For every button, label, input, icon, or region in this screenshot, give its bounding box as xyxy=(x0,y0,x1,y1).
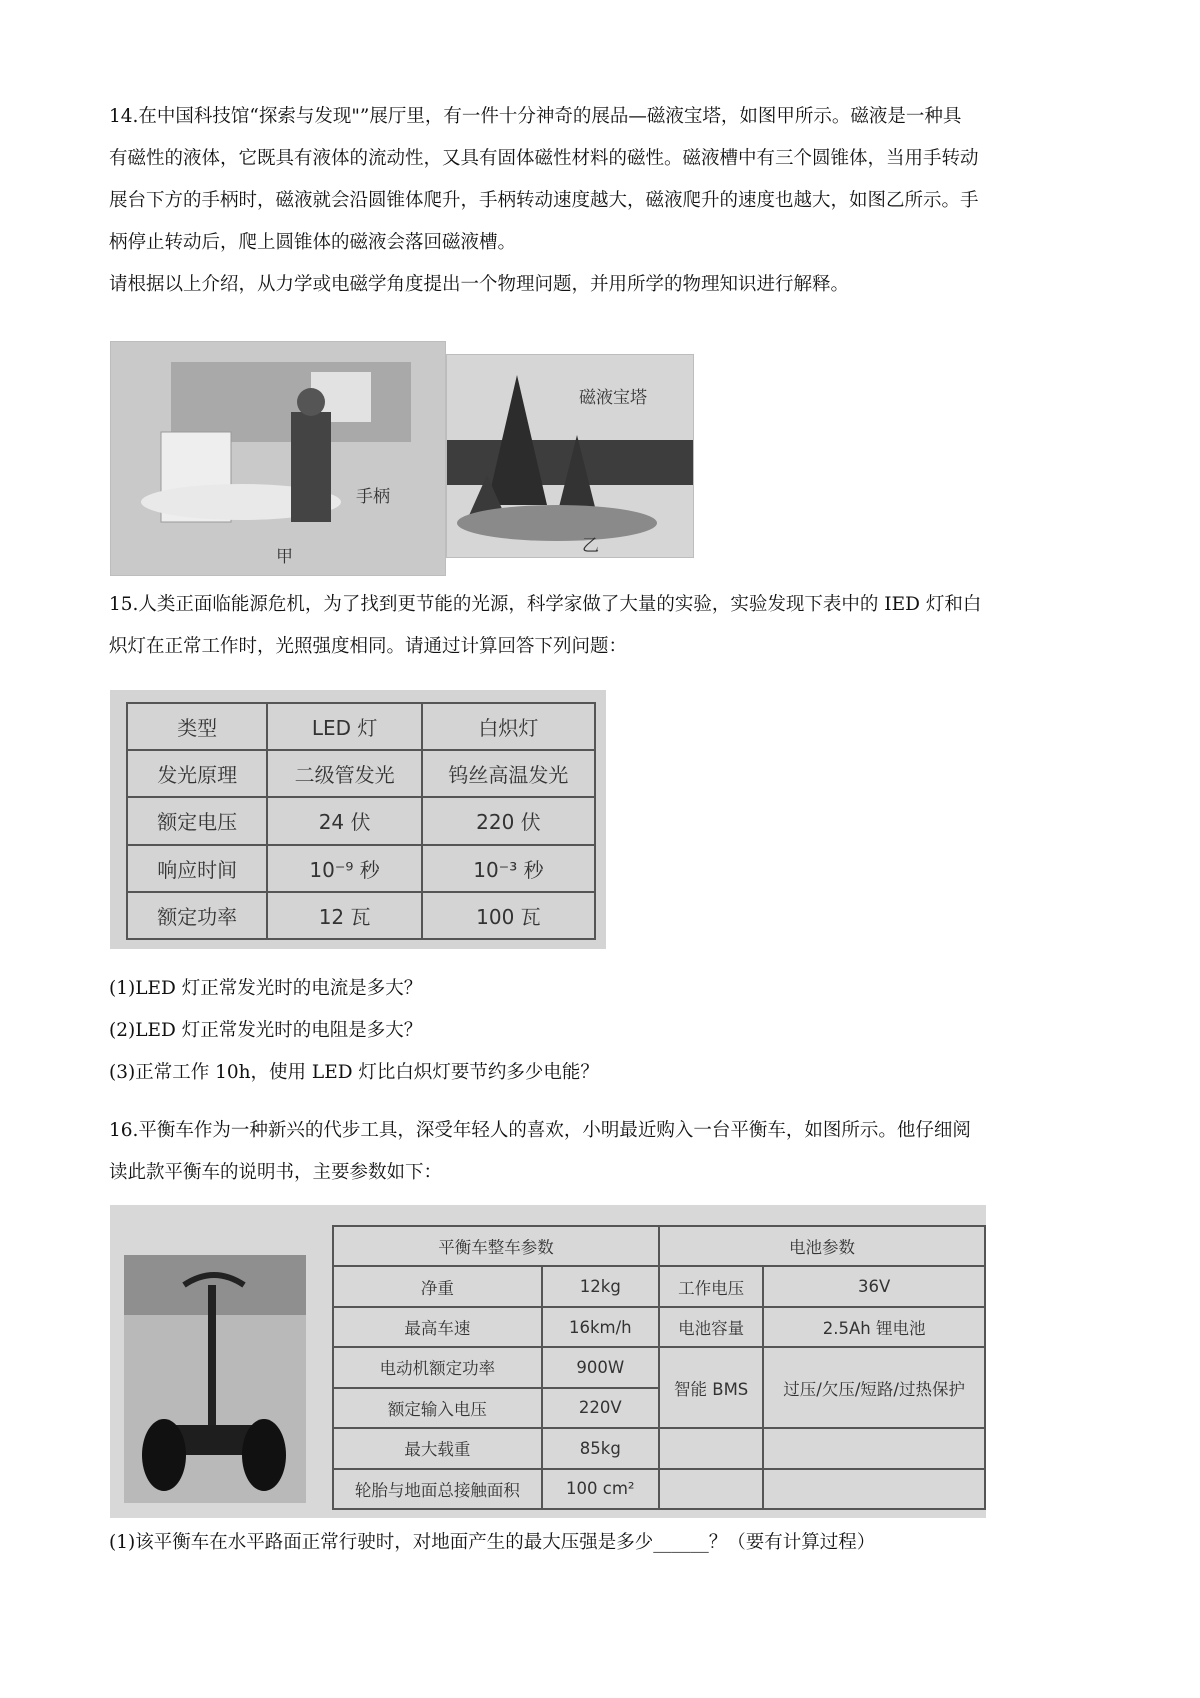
table-cell xyxy=(763,1469,985,1509)
table-header: 平衡车整车参数 xyxy=(333,1226,659,1266)
table-cell: 85kg xyxy=(542,1428,659,1468)
exhibit-hall-image xyxy=(111,342,445,575)
table-cell: 类型 xyxy=(127,703,267,750)
balance-car-photo xyxy=(124,1255,306,1503)
table-cell: 24 伏 xyxy=(267,797,421,844)
q14-line: 请根据以上介绍，从力学或电磁学角度提出一个物理问题，并用所学的物理知识进行解释。 xyxy=(109,274,850,295)
table-row xyxy=(333,1226,985,1266)
table-row xyxy=(127,797,595,844)
table-row xyxy=(127,845,595,892)
table-cell: 额定输入电压 xyxy=(333,1388,542,1428)
table-cell: 900W xyxy=(542,1347,659,1387)
q15-line: 炽灯在正常工作时，光照强度相同。请通过计算回答下列问题： xyxy=(109,636,628,657)
table-cell: 最高车速 xyxy=(333,1307,542,1347)
figure-yi-photo xyxy=(446,354,694,558)
table-cell: 100 瓦 xyxy=(422,892,595,939)
q14-line: 14.在中国科技馆“探索与发现"”展厅里，有一件十分神奇的展品—磁液宝塔，如图甲所示。磁液是一种具 xyxy=(109,106,962,127)
table-row xyxy=(333,1469,985,1509)
figure-jia-caption: 甲 xyxy=(276,547,293,567)
table-cell: 36V xyxy=(763,1266,985,1306)
led-comparison-table-image xyxy=(110,690,606,949)
table-cell: 10⁻⁹ 秒 xyxy=(267,845,421,892)
q16-question-line: (1)该平衡车在水平路面正常行驶时，对地面产生的最大压强是多少______？（要有计算过程） xyxy=(109,1532,876,1553)
table-cell: 220V xyxy=(542,1388,659,1428)
q15-question: (3)正常工作 10h，使用 LED 灯比白炽灯要节约多少电能？ xyxy=(109,1062,599,1083)
led-comparison-table xyxy=(126,702,596,940)
table-cell: 钨丝高温发光 xyxy=(422,750,595,797)
table-cell: 发光原理 xyxy=(127,750,267,797)
table-cell: 智能 BMS xyxy=(659,1347,763,1428)
q14-line: 柄停止转动后，爬上圆锥体的磁液会落回磁液槽。 xyxy=(109,232,517,253)
table-cell: 轮胎与地面总接触面积 xyxy=(333,1469,542,1509)
table-row xyxy=(333,1428,985,1468)
table-cell: 额定电压 xyxy=(127,797,267,844)
table-cell: 100 cm² xyxy=(542,1469,659,1509)
table-cell: 电池容量 xyxy=(659,1307,763,1347)
table-cell: 净重 xyxy=(333,1266,542,1306)
q14-text xyxy=(109,96,1100,306)
balance-car-spec-table xyxy=(332,1225,986,1510)
q16-question xyxy=(109,1522,1100,1564)
table-row xyxy=(333,1347,985,1387)
table-cell: 白炽灯 xyxy=(422,703,595,750)
q14-line: 展台下方的手柄时，磁液就会沿圆锥体爬升，手柄转动速度越大，磁液爬升的速度也越大，如图乙所示。手 xyxy=(109,190,979,211)
table-cell: 工作电压 xyxy=(659,1266,763,1306)
magnetic-fluid-tower-image xyxy=(447,355,693,557)
table-cell: 响应时间 xyxy=(127,845,267,892)
q15-question: (1)LED 灯正常发光时的电流是多大？ xyxy=(109,978,423,999)
q15-question: (2)LED 灯正常发光时的电阻是多大？ xyxy=(109,1020,423,1041)
table-row xyxy=(127,892,595,939)
table-cell xyxy=(659,1428,763,1468)
table-cell: 16km/h xyxy=(542,1307,659,1347)
table-header: 电池参数 xyxy=(659,1226,985,1266)
q15-text xyxy=(109,584,1100,668)
q16-line: 16.平衡车作为一种新兴的代步工具，深受年轻人的喜欢，小明最近购入一台平衡车，如图所示。他仔细阅 xyxy=(109,1120,971,1141)
table-row xyxy=(127,703,595,750)
table-cell xyxy=(659,1469,763,1509)
table-cell xyxy=(763,1428,985,1468)
balance-car-spec-image xyxy=(110,1205,986,1518)
table-cell: 12kg xyxy=(542,1266,659,1306)
table-cell: 最大载重 xyxy=(333,1428,542,1468)
table-cell: 二级管发光 xyxy=(267,750,421,797)
q14-line: 有磁性的液体，它既具有液体的流动性，又具有固体磁性材料的磁性。磁液槽中有三个圆锥体，当用手转动 xyxy=(109,148,979,169)
table-cell: 额定功率 xyxy=(127,892,267,939)
q15-line: 15.人类正面临能源危机，为了找到更节能的光源，科学家做了大量的实验，实验发现下表中的 IED 灯和白 xyxy=(109,594,982,615)
table-cell: 12 瓦 xyxy=(267,892,421,939)
table-row xyxy=(333,1307,985,1347)
q16-line: 读此款平衡车的说明书，主要参数如下： xyxy=(109,1162,443,1183)
q16-text xyxy=(109,1110,1100,1194)
table-cell: 电动机额定功率 xyxy=(333,1347,542,1387)
table-row xyxy=(333,1266,985,1306)
table-row xyxy=(127,750,595,797)
figure-yi-caption: 乙 xyxy=(582,536,599,556)
table-cell: 10⁻³ 秒 xyxy=(422,845,595,892)
tower-label: 磁液宝塔 xyxy=(579,388,647,408)
balance-car-icon xyxy=(124,1255,306,1503)
handle-label: 手柄 xyxy=(356,487,390,507)
table-cell: 过压/欠压/短路/过热保护 xyxy=(763,1347,985,1428)
table-cell: 220 伏 xyxy=(422,797,595,844)
table-cell: LED 灯 xyxy=(267,703,421,750)
figure-jia-photo xyxy=(110,341,446,576)
q15-questions xyxy=(109,968,1100,1094)
table-cell: 2.5Ah 锂电池 xyxy=(763,1307,985,1347)
